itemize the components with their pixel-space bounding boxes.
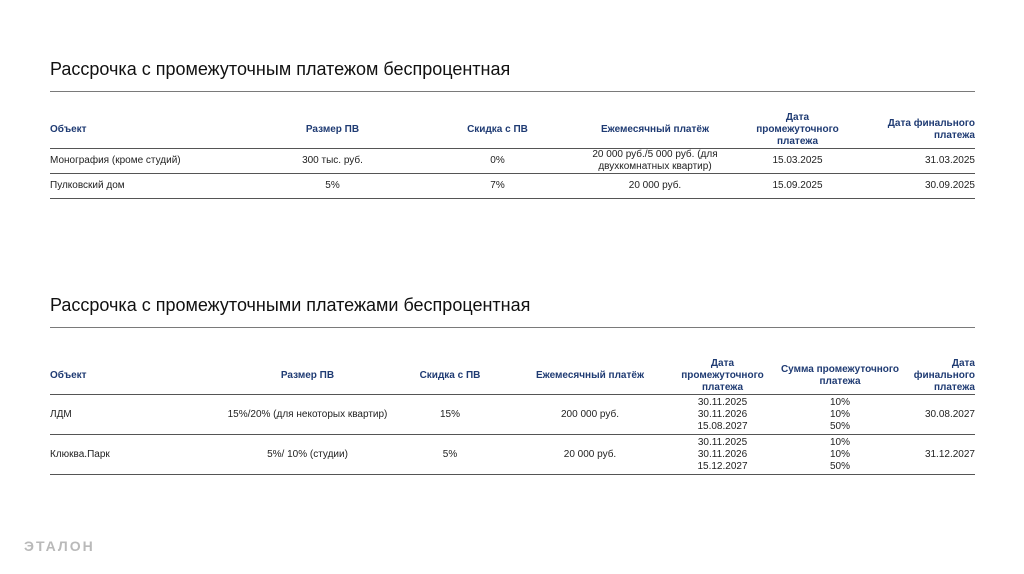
installment-table-multiple <box>50 358 975 475</box>
header-final-date: Дата финального платежа <box>845 112 975 149</box>
header-final-date: Дата финального платежа <box>905 358 975 395</box>
table-header-row <box>50 358 975 395</box>
header-down-payment: Размер ПВ <box>225 358 390 395</box>
cell-object: ЛДМ <box>50 395 225 435</box>
cell-object: Пулковский дом <box>50 174 230 199</box>
table-row <box>50 174 975 199</box>
interim-date: 30.11.2026 <box>697 448 748 460</box>
table-row <box>50 149 975 174</box>
interim-sum: 10% <box>829 396 850 408</box>
interim-sum: 10% <box>829 408 850 420</box>
title-divider <box>50 91 975 92</box>
header-monthly: Ежемесячный платёж <box>510 358 670 395</box>
interim-sum: 50% <box>829 460 850 472</box>
cell-discount: 15% <box>390 395 510 435</box>
table-header-row <box>50 112 975 149</box>
section-title: Рассрочка с промежуточным платежом беспроцентная <box>50 59 511 79</box>
table-row <box>50 395 975 435</box>
cell-final-date: 30.09.2025 <box>845 174 975 199</box>
interim-sum: 10% <box>829 448 850 460</box>
header-down-payment: Размер ПВ <box>230 112 435 149</box>
cell-interim-date: 15.09.2025 <box>750 174 845 199</box>
cell-down-payment: 5%/ 10% (студии) <box>225 435 390 475</box>
cell-discount: 5% <box>390 435 510 475</box>
brand-logo: ЭТАЛОН <box>24 538 95 554</box>
cell-object: Монография (кроме студий) <box>50 149 230 174</box>
cell-final-date: 31.12.2027 <box>905 435 975 475</box>
cell-interim-sums <box>775 435 905 475</box>
interim-sum: 50% <box>829 420 850 432</box>
cell-monthly: 20 000 руб./5 000 руб. (для двухкомнатных квартир) <box>560 149 750 174</box>
cell-monthly: 200 000 руб. <box>510 395 670 435</box>
interim-sum: 10% <box>829 436 850 448</box>
cell-discount: 7% <box>435 174 560 199</box>
cell-discount: 0% <box>435 149 560 174</box>
cell-monthly: 20 000 руб. <box>510 435 670 475</box>
cell-object: Клюква.Парк <box>50 435 225 475</box>
installment-table-single <box>50 112 975 199</box>
cell-interim-dates <box>670 435 775 475</box>
interim-date: 15.08.2027 <box>697 420 748 432</box>
header-interim-date: Дата промежуточного платежа <box>670 358 775 395</box>
cell-final-date: 30.08.2027 <box>905 395 975 435</box>
interim-date: 30.11.2026 <box>697 408 748 420</box>
installment-section-multiple <box>50 293 975 475</box>
header-monthly: Ежемесячный платёж <box>560 112 750 149</box>
cell-final-date: 31.03.2025 <box>845 149 975 174</box>
interim-date: 30.11.2025 <box>697 436 748 448</box>
interim-date: 30.11.2025 <box>697 396 748 408</box>
header-discount: Скидка с ПВ <box>435 112 560 149</box>
header-object: Объект <box>50 358 225 395</box>
interim-date: 15.12.2027 <box>697 460 748 472</box>
section-title: Рассрочка с промежуточными платежами беспроцентная <box>50 295 531 315</box>
title-divider <box>50 327 975 328</box>
cell-down-payment: 15%/20% (для некоторых квартир) <box>225 395 390 435</box>
header-interim-sum: Сумма промежуточного платежа <box>775 358 905 395</box>
header-discount: Скидка с ПВ <box>390 358 510 395</box>
header-object: Объект <box>50 112 230 149</box>
installment-section-single <box>50 57 975 199</box>
cell-interim-dates <box>670 395 775 435</box>
cell-interim-date: 15.03.2025 <box>750 149 845 174</box>
cell-down-payment: 5% <box>230 174 435 199</box>
cell-interim-sums <box>775 395 905 435</box>
cell-monthly: 20 000 руб. <box>560 174 750 199</box>
table-row <box>50 435 975 475</box>
cell-down-payment: 300 тыс. руб. <box>230 149 435 174</box>
header-interim-date: Дата промежуточного платежа <box>750 112 845 149</box>
